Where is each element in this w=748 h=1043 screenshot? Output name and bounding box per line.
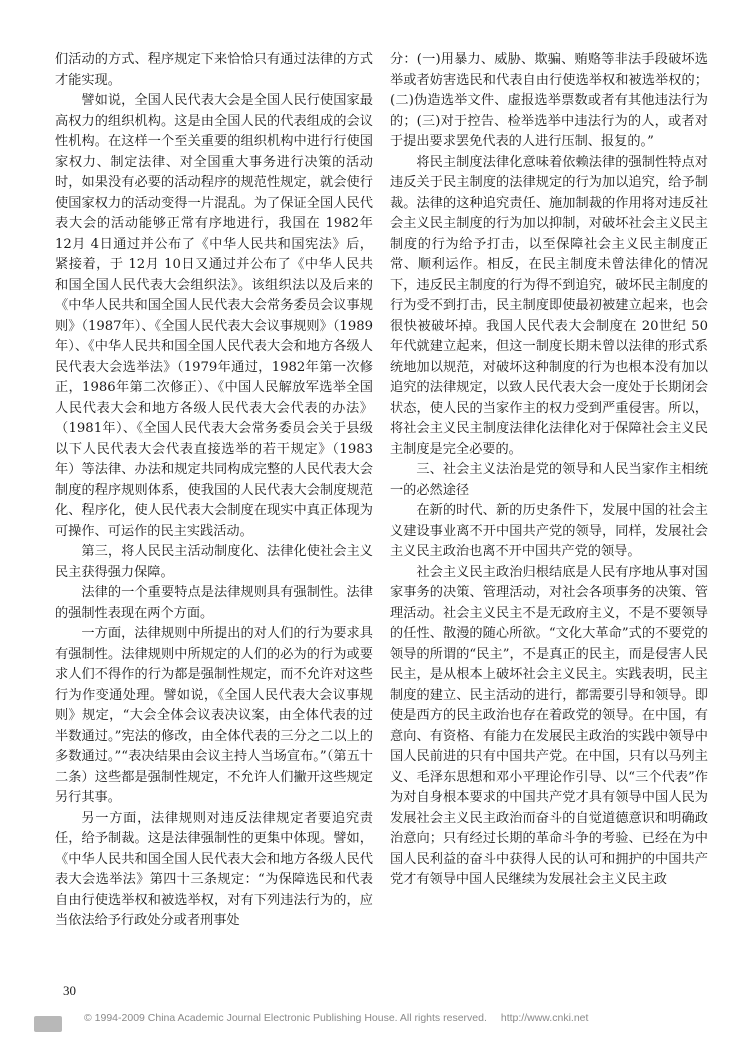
paragraph: 社会主义民主政治归根结底是人民有序地从事对国家事务的决策、管理活动，对社会各项事务的决策、管理活动。社会主义民主不是无政府主义，不是不要领导的任性、散漫的随心所欲。“文化大革命”式的不要党的领导的所谓的“民主”，不是真正的民主，而是侵害人民民主，是从根本上破坏社会主义民主。实践表明，民主制度的建立、民主活动的进行，都需要引导和领导。即使是西方的民主政治也存在着政党的领导。在中国，有意向、有资格、有能力在发展民主政治的实践中领导中国人民前进的只有中国共产党。在中国，只有以马列主义、毛泽东思想和邓小平理论作引导、以“三个代表”作为对自身根本要求的中国共产党才具有领导中国人民为发展社会主义民主政治而奋斗的自觉道德意识和明确政治意向；只有经过长期的革命斗争的考验、已经在为中国人民利益的奋斗中获得人民的认可和拥护的中国共产党才有领导中国人民继续为发展社会主义民主政 bbox=[390, 564, 708, 887]
footer-text bbox=[84, 1012, 588, 1024]
paragraph: 分：(一)用暴力、威胁、欺骗、贿赂等非法手段破坏选举或者妨害选民和代表自由行使选举权和被选举权的；(二)伪造选举文件、虚报选举票数或者有其他违法行为的；(三)对于控告、检举选举中违法行为的人，或者对于提出要求罢免代表的人进行压制、报复的。” bbox=[390, 52, 708, 149]
footer-url[interactable]: http://www.cnki.net bbox=[500, 1012, 589, 1024]
paragraph: 们活动的方式、程序规定下来恰恰只有通过法律的方式才能实现。 bbox=[55, 52, 373, 88]
footer bbox=[0, 1008, 748, 1038]
copyright-notice: © 1994-2009 China Academic Journal Electronic Publishing House. All rights reserved. bbox=[84, 1012, 487, 1024]
paragraph: 在新的时代、新的历史条件下，发展中国的社会主义建设事业离不开中国共产党的领导，同样，发展社会主义民主政治也离不开中国共产党的领导。 bbox=[390, 503, 708, 559]
paragraph: 一方面，法律规则中所提出的对人们的行为要求具有强制性。法律规则中所规定的人们的必为的行为或要求人们不得作的行为都是强制性规定，而不允许对这些行为作变通处理。譬如说，《全国人民代表大会议事规则》规定，“大会全体会议表决议案，由全体代表的过半数通过。”宪法的修改，由全体代表的三分之二以上的多数通过。”“表决结果由会议主持人当场宣布。”（第五十二条）这些都是强制性规定，不允许人们撇开这些规定另行其事。 bbox=[55, 626, 373, 805]
paragraph: 譬如说，全国人民代表大会是全国人民行使国家最高权力的组织机构。这是由全国人民的代表组成的会议性机构。在这样一个至关重要的组织机构中进行行使国家权力、制定法律、对全国重大事务进行决策的活动时，如果没有必要的活动程序的规范性规定，就会使行使国家权力的活动变得一片混乱。为了保证全国人民代表大会的活动能够正常有序地进行，我国在 1982年 12月 4日通过并公布了《中华人民共和国宪法》后，紧接着，于 12月 10日又通过并公布了《中华人民共和国全国人民代表大会组织法》。该组织法以及后来的《中华人民共和国全国人民代表大会常务委员会议事规则》（1987年）、《全国人民代表大会议事规则》（1989年）、《中华人民共和国全国人民代表大会和地方各级人民代表大会选举法》（1979年通过，1982年第一次修正，1986年第二次修正）、《中国人民解放军选举全国人民代表大会和地方各级人民代表大会代表的办法》（1981年）、《全国人民代表大会常务委员会关于县级以下人民代表大会代表直接选举的若干规定》（1983年）等法律、办法和规定共同构成完整的人民代表大会制度的程序规则体系，使我国的人民代表大会制度规范化、程序化，使人民代表大会制度在现实中真正体现为可操作、可运作的民主实践活动。 bbox=[55, 93, 373, 539]
publisher-logo-icon bbox=[34, 1016, 62, 1032]
paragraph: 另一方面，法律规则对违反法律规定者要追究责任，给予制裁。这是法律强制性的更集中体现。譬如，《中华人民共和国全国人民代表大会和地方各级人民代表大会选举法》第四十三条规定：“为保障选民和代表自由行使选举权和被选举权，对有下列违法行为的，应当依法给予行政处分或者刑事处 bbox=[55, 810, 373, 928]
paragraph: 将民主制度法律化意味着依赖法律的强制性特点对违反关于民主制度的法律规定的行为加以追究，给予制裁。法律的这种追究责任、施加制裁的作用将对违反社会主义民主制度的行为加以抑制，对破坏社会主义民主制度的行为给予打击，以至保障社会主义民主制度正常、顺利运作。相反，在民主制度未曾法律化的情况下，违反民主制度的行为得不到追究，破坏民主制度的行为受不到打击，民主制度即使最初被建立起来，也会很快被破坏掉。我国人民代表大会制度在 20世纪 50年代就建立起来，但这一制度长期未曾以法律的形式系统地加以规范，对破坏这种制度的行为也根本没有加以追究的法律规定，以致人民代表大会一度处于长期闭会状态，使人民的当家作主的权力受到严重侵害。所以，将社会主义民主制度法律化法律化对于保障社会主义民主制度是完全必要的。 bbox=[390, 154, 708, 457]
paragraph: 第三，将人民民主活动制度化、法律化使社会主义民主获得强力保障。 bbox=[55, 544, 373, 580]
paragraph: 法律的一个重要特点是法律规则具有强制性。法律的强制性表现在两个方面。 bbox=[55, 585, 373, 621]
right-text-column bbox=[390, 50, 708, 891]
section-heading: 三、社会主义法治是党的领导和人民当家作主相统一的必然途径 bbox=[390, 462, 708, 498]
left-text-column bbox=[55, 50, 373, 932]
page-number: 30 bbox=[63, 983, 76, 998]
